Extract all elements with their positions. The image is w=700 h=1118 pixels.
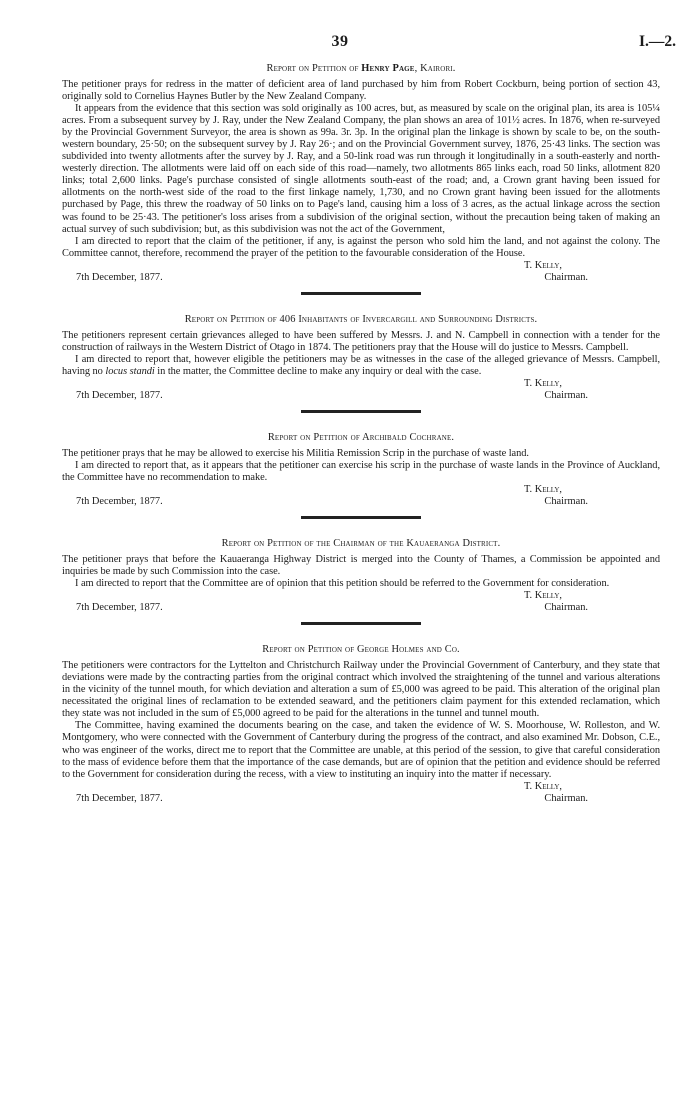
report-title: Report on Petition of George Holmes and Co. <box>262 644 460 656</box>
report-invercargill-inhabitants <box>62 313 660 402</box>
signatory-name: T. Kelly, <box>523 484 562 496</box>
page-content <box>62 62 660 805</box>
signatory-role: Chairman. <box>544 271 588 283</box>
report-archibald-cochrane <box>62 431 660 508</box>
signature-block <box>62 378 660 402</box>
report-paragraph: It appears from the evidence that this section was sold originally as 100 acres, but, as measured by scale on the original plan, its area is 105¼ acres. From a subsequent survey by J. Ray, under the New Zealand Company, the plan shows an area of 101½ acres. In 1876, when re-surveyed by the Provincial Government Surveyor, the area is shown as 99a. 3r. 3p. In the original plan the linkage is shown by scale to be, on the south-western boundary, 25·50; on the subsequent survey by J. Ray 26·; and on the Provincial Government survey, 1876, 25·43 links. The section was subdivided into twenty allotments after the survey by J. Ray, and a 50-link road was run through it longitudinally in a south-easterly and north-westerly direction. The allotments were laid off on each side of this road—namely, two allotments 865 links each, road 50 links, allotment 820 links; total 2,600 links. Page's purchase consisted of single allotments south-east of the road; and, a Crown grant having been issued for allotments on the north-west side of the road to the first linkage namely, 1,730, and no Crown grant having been issued for the allotments purchased by Page, this threw the roadway of 50 links on to Page's land, causing him a loss of 3 acres, as the actual linkage across the section was found to be 25·43. The petitioner's loss arises from a subdivision of the original section, without the precaution being taken of making an actual survey of such subdivision; but, as this subdivision was not the act of the Government, <box>62 103 660 235</box>
signatory-role: Chairman. <box>544 389 588 401</box>
signatory-name: T. Kelly, <box>523 259 562 271</box>
report-kauaeranga-district <box>62 537 660 614</box>
report-paragraph: I am directed to report that, however eligible the petitioners may be as witnesses in the case of the alleged grievance of Messrs. Campbell, having no locus standi in the matter, the Committee decline to make any inquiry or deal with the case. <box>62 353 660 377</box>
report-paragraph: The petitioners represent certain grievances alleged to have been suffered by Messrs. J. and N. Campbell in connection with a tender for the construction of railways in the Western District of Otago in 1874. The petitioners pray that the House will do justice to Messrs. Campbell. <box>62 329 660 353</box>
signature-block <box>62 484 660 508</box>
report-paragraph: The petitioner prays that before the Kauaeranga Highway District is merged into the County of Thames, a Commission be appointed and inquiries be made by such Commission into the case. <box>62 554 660 578</box>
report-title: Report on Petition of Archibald Cochrane. <box>267 431 455 443</box>
report-date: 7th December, 1877. <box>76 496 163 508</box>
report-paragraph: The petitioner prays for redress in the matter of deficient area of land purchased by him from Robert Cockburn, being portion of section 43, originally sold to Cornelius Haynes Butler by the New Zealand Company. <box>62 79 660 103</box>
report-date: 7th December, 1877. <box>76 792 163 804</box>
signature-block <box>62 260 660 284</box>
signatory-role: Chairman. <box>544 496 588 508</box>
signatory-name: T. Kelly, <box>523 780 562 792</box>
latin-phrase: locus standi <box>105 365 155 377</box>
report-george-holmes <box>62 643 660 804</box>
signatory-name: T. Kelly, <box>523 377 562 389</box>
report-paragraph: I am directed to report that, as it appears that the petitioner can exercise his scrip in the purchase of waste lands in the Province of Auckland, the Committee have no recommendation to make. <box>62 459 660 483</box>
page-number: 39 <box>331 33 349 50</box>
report-paragraph: The Committee, having examined the documents bearing on the case, and taken the evidence of W. S. Moorhouse, W. Rolleston, and W. Montgomery, who were connected with the Government of Canterbury during the progress of the contract, and also examined Mr. Dobson, C.E., who was engineer of the works, direct me to report that the Committee are unable, at this period of the session, to give that careful consideration to the mass of evidence before them that the importance of the case demands, but are of opinion that the petition and evidence should be referred to the Government for consideration during the recess, with a view to instituting an inquiry into the matter if necessary. <box>62 720 660 780</box>
signatory-role: Chairman. <box>544 602 588 614</box>
report-henry-page <box>62 62 660 284</box>
signature-block <box>62 781 660 805</box>
report-paragraph: I am directed to report that the Committee are of opinion that this petition should be referred to the Government for consideration. <box>75 578 610 590</box>
paper-reference: I.—2. <box>638 33 676 50</box>
report-date: 7th December, 1877. <box>76 602 163 614</box>
report-title: Report on Petition of the Chairman of the Kauaeranga District. <box>221 538 501 550</box>
report-paragraph: The petitioner prays that he may be allowed to exercise his Militia Remission Scrip in the purchase of waste land. <box>62 447 529 459</box>
report-title: Report on Petition of Henry Page, Kairori. <box>266 63 456 74</box>
report-date: 7th December, 1877. <box>76 271 163 283</box>
report-title: Report on Petition of 406 Inhabitants of Invercargill and Surrounding Districts. <box>184 313 538 325</box>
report-paragraph: The petitioners were contractors for the Lyttelton and Christchurch Railway under the Provincial Government of Canterbury, and they state that deviations were made by the contracting parties from the original contract which involved the straightening of the tunnel and various alterations in the vicinity of the tunnel mouth, for which deviation and alteration a sum of £5,000 was agreed to be paid. This alteration of the original plan necessitated the original lines of reclamation to be extended seaward, and the petitioners claim payment for this extended reclamation, which they state was not included in the sum of £5,000 agreed to be paid for the alterations in the tunnel and tunnel mouth. <box>62 660 660 720</box>
page-header <box>0 33 700 53</box>
report-paragraph: I am directed to report that the claim of the petitioner, if any, is against the person who sold him the land, and not against the colony. The Committee cannot, therefore, recommend the prayer of the petition to the favourable consideration of the House. <box>62 235 660 259</box>
signatory-name: T. Kelly, <box>523 590 562 602</box>
signatory-role: Chairman. <box>544 792 588 804</box>
report-date: 7th December, 1877. <box>76 389 163 401</box>
signature-block <box>62 590 660 614</box>
